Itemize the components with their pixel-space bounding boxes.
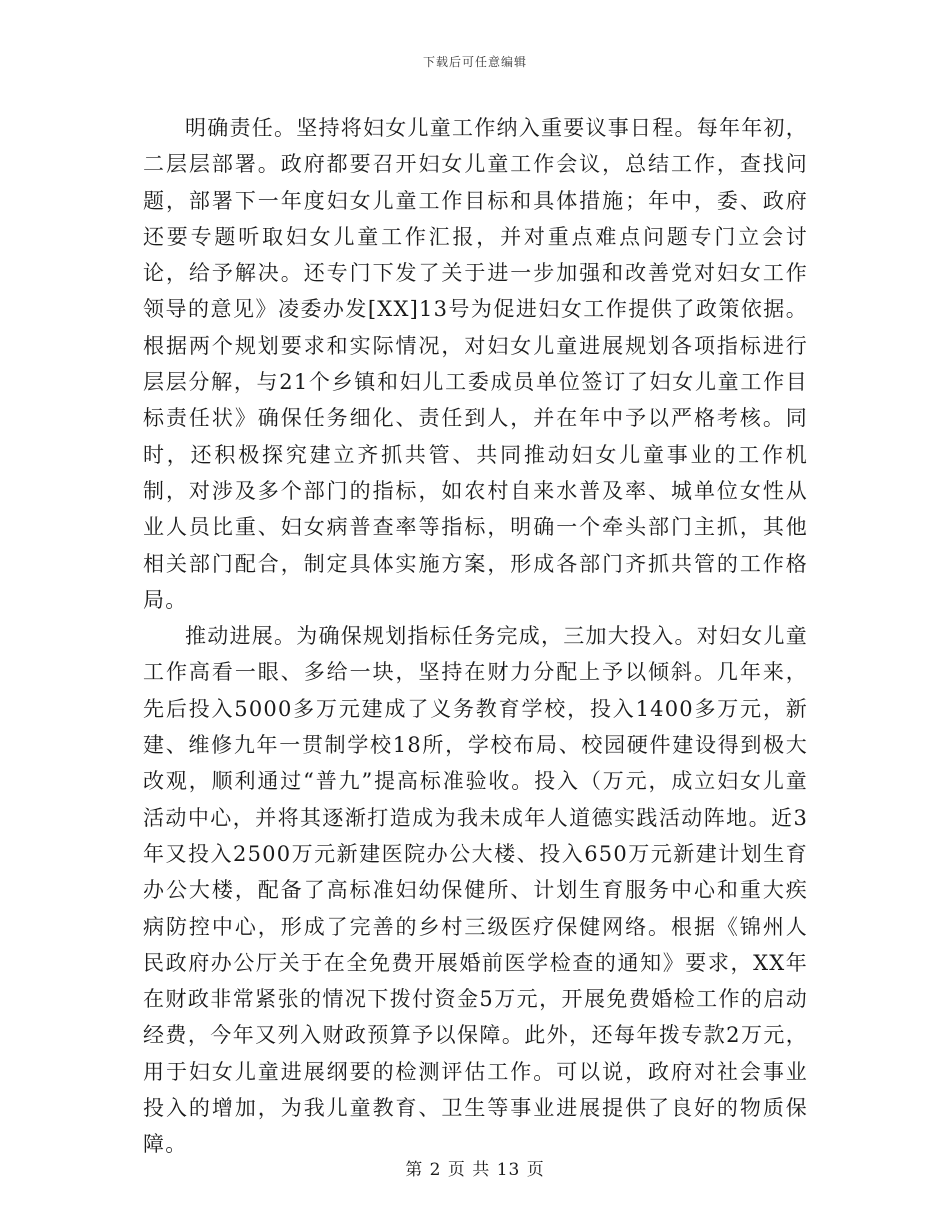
paragraph-progress: 推动进展。为确保规划指标任务完成，三加大投入。对妇女儿童工作高看一眼、多给一块，坚持在财力分配上予以倾斜。几年来，先后投入5000多万元建成了义务教育学校，投入1400多万元，新建、维修九年一贯制学校18所，学校布局、校园硬件建设得到极大改观，顺利通过“普九”提高标准验收。投入（万元，成立妇女儿童活动中心，并将其逐渐打造成为我未成年人道德实践活动阵地。近3年又投入2500万元新建医院办公大楼、投入650万元新建计划生育办公大楼，配备了高标准妇幼保健所、计划生育服务中心和重大疾病防控中心，形成了完善的乡村三级医疗保健网络。根据《锦州人民政府办公厅关于在全免费开展婚前医学检查的通知》要求，XX年在财政非常紧张的情况下拨付资金5万元，开展免费婚检工作的启动经费，今年又列入财政预算予以保障。此外，还每年拨专款2万元，用于妇女儿童进展纲要的检测评估工作。可以说，政府对社会事业投入的增加，为我儿童教育、卫生等事业进展提供了良好的物质保障。 <box>143 624 808 1157</box>
page-number: 第 2 页 共 13 页 <box>405 1160 545 1180</box>
paragraph-responsibility: 明确责任。坚持将妇女儿童工作纳入重要议事日程。每年年初，二层层部署。政府都要召开妇女儿童工作会议，总结工作，查找问题，部署下一年度妇女儿童工作目标和具体措施；年中，委、政府还要专题听取妇女儿童工作汇报，并对重点难点问题专门立会讨论，给予解决。还专门下发了关于进一步加强和改善党对妇女工作领导的意见》凌委办发[XX]13号为促进妇女工作提供了政策依据。根据两个规划要求和实际情况，对妇女儿童进展规划各项指标进行层层分解，与21个乡镇和妇儿工委成员单位签订了妇女儿童工作目标责任状》确保任务细化、责任到人，并在年中予以严格考核。同时，还积极探究建立齐抓共管、共同推动妇女儿童事业的工作机制，对涉及多个部门的指标，如农村自来水普及率、城单位女性从业人员比重、妇女病普查率等指标，明确一个牵头部门主抓，其他相关部门配合，制定具体实施方案，形成各部门齐抓共管的工作格局。 <box>143 116 808 612</box>
header-note: 下载后可任意编辑 <box>422 55 527 69</box>
document-body <box>143 110 808 1163</box>
